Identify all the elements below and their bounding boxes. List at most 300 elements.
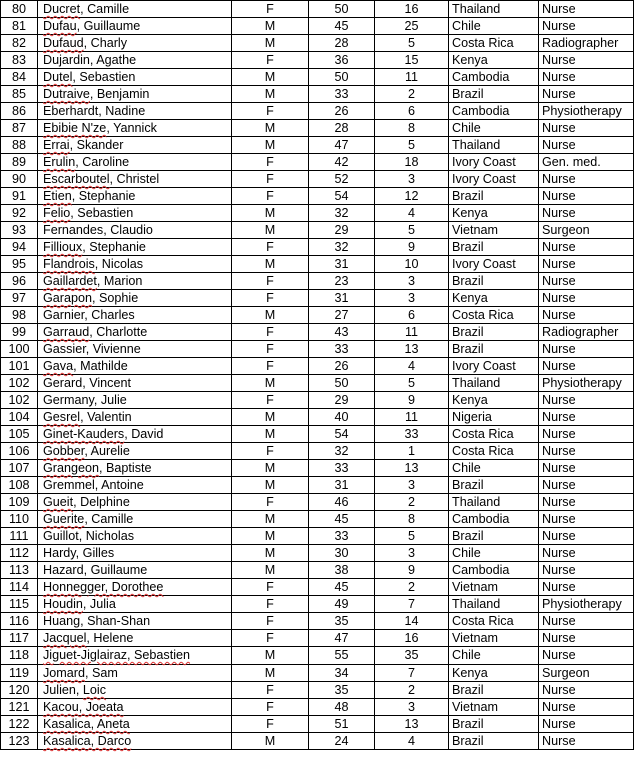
profession-cell: Nurse: [539, 239, 634, 256]
sex-cell: F: [232, 273, 309, 290]
profession-cell: Radiographer: [539, 324, 634, 341]
years-cell: 2: [375, 682, 449, 699]
table-row: [1, 256, 634, 273]
table-row: [1, 528, 634, 545]
age-cell: 54: [309, 188, 375, 205]
years-cell: 14: [375, 613, 449, 630]
years-cell: 6: [375, 307, 449, 324]
table-row: [1, 154, 634, 171]
row-number-cell: 119: [1, 665, 38, 682]
age-cell: 47: [309, 630, 375, 647]
table-row: [1, 205, 634, 222]
country-cell: Chile: [449, 18, 539, 35]
country-cell: Brazil: [449, 528, 539, 545]
years-cell: 2: [375, 86, 449, 103]
table-row: [1, 290, 634, 307]
row-number-cell: 118: [1, 647, 38, 665]
country-cell: Brazil: [449, 682, 539, 699]
country-cell: Costa Rica: [449, 613, 539, 630]
sex-cell: M: [232, 375, 309, 392]
country-cell: Chile: [449, 545, 539, 562]
row-number-cell: 115: [1, 596, 38, 613]
age-cell: 29: [309, 222, 375, 239]
table-row: [1, 35, 634, 52]
row-number-cell: 94: [1, 239, 38, 256]
profession-cell: Nurse: [539, 528, 634, 545]
age-cell: 47: [309, 137, 375, 154]
sex-cell: M: [232, 528, 309, 545]
years-cell: 13: [375, 460, 449, 477]
age-cell: 48: [309, 699, 375, 716]
years-cell: 2: [375, 494, 449, 511]
sex-cell: M: [232, 222, 309, 239]
country-cell: Kenya: [449, 52, 539, 69]
table-row: [1, 613, 634, 630]
row-number-cell: 89: [1, 154, 38, 171]
name-cell: Gobber, Aurelie: [38, 443, 232, 460]
profession-cell: Nurse: [539, 171, 634, 188]
age-cell: 31: [309, 477, 375, 494]
profession-cell: Nurse: [539, 647, 634, 665]
profession-cell: Nurse: [539, 273, 634, 290]
years-cell: 9: [375, 562, 449, 579]
profession-cell: Nurse: [539, 341, 634, 358]
sex-cell: F: [232, 716, 309, 733]
sex-cell: F: [232, 392, 309, 409]
sex-cell: F: [232, 324, 309, 341]
profession-cell: Nurse: [539, 426, 634, 443]
row-number-cell: 98: [1, 307, 38, 324]
sex-cell: M: [232, 18, 309, 35]
years-cell: 7: [375, 596, 449, 613]
name-cell: Dutraive, Benjamin: [38, 86, 232, 103]
years-cell: 5: [375, 35, 449, 52]
years-cell: 5: [375, 375, 449, 392]
row-number-cell: 102: [1, 375, 38, 392]
country-cell: Thailand: [449, 494, 539, 511]
years-cell: 12: [375, 188, 449, 205]
years-cell: 3: [375, 171, 449, 188]
years-cell: 15: [375, 52, 449, 69]
years-cell: 3: [375, 699, 449, 716]
profession-cell: Nurse: [539, 205, 634, 222]
country-cell: Thailand: [449, 375, 539, 392]
row-number-cell: 84: [1, 69, 38, 86]
age-cell: 35: [309, 613, 375, 630]
table-row: [1, 222, 634, 239]
row-number-cell: 92: [1, 205, 38, 222]
table-row: [1, 341, 634, 358]
name-cell: Erulin, Caroline: [38, 154, 232, 171]
sex-cell: F: [232, 341, 309, 358]
age-cell: 24: [309, 733, 375, 750]
age-cell: 51: [309, 716, 375, 733]
years-cell: 6: [375, 103, 449, 120]
profession-cell: Nurse: [539, 69, 634, 86]
profession-cell: Nurse: [539, 256, 634, 273]
profession-cell: Nurse: [539, 716, 634, 733]
name-cell: Fillioux, Stephanie: [38, 239, 232, 256]
sex-cell: M: [232, 545, 309, 562]
name-cell: Honnegger, Dorothee: [38, 579, 232, 596]
profession-cell: Surgeon: [539, 665, 634, 682]
age-cell: 32: [309, 443, 375, 460]
table-row: [1, 307, 634, 324]
years-cell: 3: [375, 290, 449, 307]
profession-cell: Nurse: [539, 733, 634, 750]
sex-cell: F: [232, 239, 309, 256]
age-cell: 50: [309, 1, 375, 18]
years-cell: 18: [375, 154, 449, 171]
name-cell: Etien, Stephanie: [38, 188, 232, 205]
profession-cell: Nurse: [539, 409, 634, 426]
name-cell: Gueit, Delphine: [38, 494, 232, 511]
row-number-cell: 91: [1, 188, 38, 205]
profession-cell: Nurse: [539, 511, 634, 528]
age-cell: 46: [309, 494, 375, 511]
sex-cell: M: [232, 562, 309, 579]
age-cell: 52: [309, 171, 375, 188]
age-cell: 32: [309, 239, 375, 256]
years-cell: 2: [375, 579, 449, 596]
profession-cell: Nurse: [539, 613, 634, 630]
name-cell: Germany, Julie: [38, 392, 232, 409]
row-number-cell: 114: [1, 579, 38, 596]
sex-cell: F: [232, 579, 309, 596]
sex-cell: M: [232, 86, 309, 103]
sex-cell: F: [232, 443, 309, 460]
age-cell: 33: [309, 86, 375, 103]
age-cell: 42: [309, 154, 375, 171]
years-cell: 7: [375, 665, 449, 682]
years-cell: 3: [375, 273, 449, 290]
country-cell: Thailand: [449, 596, 539, 613]
table-row: [1, 545, 634, 562]
profession-cell: Nurse: [539, 392, 634, 409]
row-number-cell: 95: [1, 256, 38, 273]
name-cell: Gesrel, Valentin: [38, 409, 232, 426]
row-number-cell: 99: [1, 324, 38, 341]
profession-cell: Nurse: [539, 1, 634, 18]
country-cell: Brazil: [449, 716, 539, 733]
profession-cell: Nurse: [539, 545, 634, 562]
profession-cell: Nurse: [539, 358, 634, 375]
years-cell: 16: [375, 630, 449, 647]
row-number-cell: 97: [1, 290, 38, 307]
table-row: [1, 171, 634, 188]
table-row: [1, 18, 634, 35]
profession-cell: Nurse: [539, 579, 634, 596]
name-cell: Ginet-Kauders, David: [38, 426, 232, 443]
country-cell: Chile: [449, 120, 539, 137]
years-cell: 10: [375, 256, 449, 273]
country-cell: Nigeria: [449, 409, 539, 426]
name-cell: Grangeon, Baptiste: [38, 460, 232, 477]
age-cell: 31: [309, 256, 375, 273]
age-cell: 28: [309, 120, 375, 137]
sex-cell: M: [232, 426, 309, 443]
table-row: [1, 1, 634, 18]
sex-cell: M: [232, 35, 309, 52]
row-number-cell: 116: [1, 613, 38, 630]
profession-cell: Nurse: [539, 120, 634, 137]
country-cell: Thailand: [449, 137, 539, 154]
row-number-cell: 110: [1, 511, 38, 528]
profession-cell: Nurse: [539, 18, 634, 35]
country-cell: Brazil: [449, 324, 539, 341]
table-row: [1, 52, 634, 69]
years-cell: 8: [375, 511, 449, 528]
name-cell: Garraud, Charlotte: [38, 324, 232, 341]
years-cell: 33: [375, 426, 449, 443]
sex-cell: F: [232, 154, 309, 171]
table-row: [1, 69, 634, 86]
country-cell: Cambodia: [449, 69, 539, 86]
years-cell: 11: [375, 409, 449, 426]
sex-cell: F: [232, 1, 309, 18]
country-cell: Ivory Coast: [449, 154, 539, 171]
name-cell: Flandrois, Nicolas: [38, 256, 232, 273]
years-cell: 4: [375, 358, 449, 375]
years-cell: 11: [375, 324, 449, 341]
country-cell: Vietnam: [449, 222, 539, 239]
sex-cell: F: [232, 682, 309, 699]
table-row: [1, 511, 634, 528]
name-cell: Dufau, Guillaume: [38, 18, 232, 35]
name-cell: Hazard, Guillaume: [38, 562, 232, 579]
sex-cell: M: [232, 120, 309, 137]
country-cell: Brazil: [449, 188, 539, 205]
table-row: [1, 647, 634, 665]
row-number-cell: 104: [1, 409, 38, 426]
sex-cell: F: [232, 290, 309, 307]
country-cell: Costa Rica: [449, 426, 539, 443]
row-number-cell: 90: [1, 171, 38, 188]
profession-cell: Nurse: [539, 52, 634, 69]
age-cell: 54: [309, 426, 375, 443]
age-cell: 29: [309, 392, 375, 409]
sex-cell: M: [232, 460, 309, 477]
sex-cell: F: [232, 630, 309, 647]
years-cell: 9: [375, 239, 449, 256]
years-cell: 35: [375, 647, 449, 665]
row-number-cell: 101: [1, 358, 38, 375]
country-cell: Vietnam: [449, 630, 539, 647]
age-cell: 36: [309, 52, 375, 69]
age-cell: 50: [309, 69, 375, 86]
years-cell: 3: [375, 545, 449, 562]
country-cell: Costa Rica: [449, 307, 539, 324]
sex-cell: F: [232, 596, 309, 613]
table-row: [1, 273, 634, 290]
sex-cell: M: [232, 69, 309, 86]
name-cell: Escarboutel, Christel: [38, 171, 232, 188]
profession-cell: Nurse: [539, 443, 634, 460]
table-row: [1, 699, 634, 716]
name-cell: Gaillardet, Marion: [38, 273, 232, 290]
name-cell: Eberhardt, Nadine: [38, 103, 232, 120]
sex-cell: M: [232, 647, 309, 665]
table-row: [1, 409, 634, 426]
row-number-cell: 123: [1, 733, 38, 750]
sex-cell: M: [232, 733, 309, 750]
row-number-cell: 102: [1, 392, 38, 409]
table-row: [1, 460, 634, 477]
country-cell: Cambodia: [449, 511, 539, 528]
table-row: [1, 716, 634, 733]
age-cell: 31: [309, 290, 375, 307]
profession-cell: Nurse: [539, 307, 634, 324]
profession-cell: Physiotherapy: [539, 596, 634, 613]
row-number-cell: 113: [1, 562, 38, 579]
name-cell: Kasalica, Darco: [38, 733, 232, 750]
row-number-cell: 117: [1, 630, 38, 647]
profession-cell: Nurse: [539, 137, 634, 154]
age-cell: 35: [309, 682, 375, 699]
sex-cell: F: [232, 699, 309, 716]
table-row: [1, 358, 634, 375]
age-cell: 33: [309, 460, 375, 477]
profession-cell: Nurse: [539, 460, 634, 477]
table-row: [1, 596, 634, 613]
table-row: [1, 630, 634, 647]
profession-cell: Nurse: [539, 290, 634, 307]
name-cell: Ducret, Camille: [38, 1, 232, 18]
table-row: [1, 103, 634, 120]
country-cell: Brazil: [449, 273, 539, 290]
name-cell: Errai, Skander: [38, 137, 232, 154]
age-cell: 26: [309, 358, 375, 375]
sex-cell: M: [232, 477, 309, 494]
years-cell: 13: [375, 341, 449, 358]
years-cell: 11: [375, 69, 449, 86]
table-row: [1, 477, 634, 494]
name-cell: Felio, Sebastien: [38, 205, 232, 222]
country-cell: Brazil: [449, 477, 539, 494]
age-cell: 43: [309, 324, 375, 341]
table-row: [1, 137, 634, 154]
country-cell: Ivory Coast: [449, 171, 539, 188]
years-cell: 8: [375, 120, 449, 137]
table-row: [1, 375, 634, 392]
table-row: [1, 682, 634, 699]
name-cell: Houdin, Julia: [38, 596, 232, 613]
country-cell: Kenya: [449, 290, 539, 307]
row-number-cell: 106: [1, 443, 38, 460]
row-number-cell: 107: [1, 460, 38, 477]
row-number-cell: 85: [1, 86, 38, 103]
row-number-cell: 86: [1, 103, 38, 120]
name-cell: Garnier, Charles: [38, 307, 232, 324]
sex-cell: M: [232, 409, 309, 426]
row-number-cell: 105: [1, 426, 38, 443]
years-cell: 4: [375, 733, 449, 750]
table-row: [1, 579, 634, 596]
age-cell: 45: [309, 18, 375, 35]
sex-cell: M: [232, 256, 309, 273]
staff-table-body: [1, 1, 634, 750]
country-cell: Cambodia: [449, 103, 539, 120]
age-cell: 23: [309, 273, 375, 290]
row-number-cell: 83: [1, 52, 38, 69]
country-cell: Costa Rica: [449, 443, 539, 460]
table-row: [1, 188, 634, 205]
years-cell: 5: [375, 137, 449, 154]
name-cell: Fernandes, Claudio: [38, 222, 232, 239]
age-cell: 33: [309, 528, 375, 545]
name-cell: Julien, Loic: [38, 682, 232, 699]
name-cell: Gremmel, Antoine: [38, 477, 232, 494]
table-row: [1, 562, 634, 579]
years-cell: 4: [375, 205, 449, 222]
country-cell: Costa Rica: [449, 35, 539, 52]
profession-cell: Surgeon: [539, 222, 634, 239]
sex-cell: M: [232, 137, 309, 154]
profession-cell: Nurse: [539, 477, 634, 494]
age-cell: 27: [309, 307, 375, 324]
row-number-cell: 112: [1, 545, 38, 562]
age-cell: 34: [309, 665, 375, 682]
years-cell: 5: [375, 222, 449, 239]
years-cell: 5: [375, 528, 449, 545]
age-cell: 33: [309, 341, 375, 358]
profession-cell: Nurse: [539, 562, 634, 579]
age-cell: 38: [309, 562, 375, 579]
years-cell: 25: [375, 18, 449, 35]
name-cell: Jacquel, Helene: [38, 630, 232, 647]
profession-cell: Nurse: [539, 630, 634, 647]
years-cell: 1: [375, 443, 449, 460]
sex-cell: F: [232, 613, 309, 630]
country-cell: Vietnam: [449, 579, 539, 596]
age-cell: 40: [309, 409, 375, 426]
table-row: [1, 426, 634, 443]
name-cell: Kacou, Joeata: [38, 699, 232, 716]
sex-cell: M: [232, 307, 309, 324]
age-cell: 45: [309, 579, 375, 596]
sex-cell: F: [232, 358, 309, 375]
profession-cell: Physiotherapy: [539, 103, 634, 120]
age-cell: 45: [309, 511, 375, 528]
age-cell: 50: [309, 375, 375, 392]
country-cell: Brazil: [449, 239, 539, 256]
row-number-cell: 87: [1, 120, 38, 137]
sex-cell: F: [232, 171, 309, 188]
name-cell: Jomard, Sam: [38, 665, 232, 682]
name-cell: Dutel, Sebastien: [38, 69, 232, 86]
row-number-cell: 120: [1, 682, 38, 699]
age-cell: 49: [309, 596, 375, 613]
name-cell: Garapon, Sophie: [38, 290, 232, 307]
row-number-cell: 88: [1, 137, 38, 154]
row-number-cell: 121: [1, 699, 38, 716]
row-number-cell: 109: [1, 494, 38, 511]
country-cell: Kenya: [449, 392, 539, 409]
sex-cell: F: [232, 188, 309, 205]
profession-cell: Gen. med.: [539, 154, 634, 171]
age-cell: 28: [309, 35, 375, 52]
name-cell: Guerite, Camille: [38, 511, 232, 528]
country-cell: Chile: [449, 460, 539, 477]
name-cell: Ebibie N'ze, Yannick: [38, 120, 232, 137]
profession-cell: Nurse: [539, 86, 634, 103]
profession-cell: Radiographer: [539, 35, 634, 52]
name-cell: Hardy, Gilles: [38, 545, 232, 562]
profession-cell: Nurse: [539, 494, 634, 511]
profession-cell: Nurse: [539, 699, 634, 716]
row-number-cell: 82: [1, 35, 38, 52]
years-cell: 16: [375, 1, 449, 18]
